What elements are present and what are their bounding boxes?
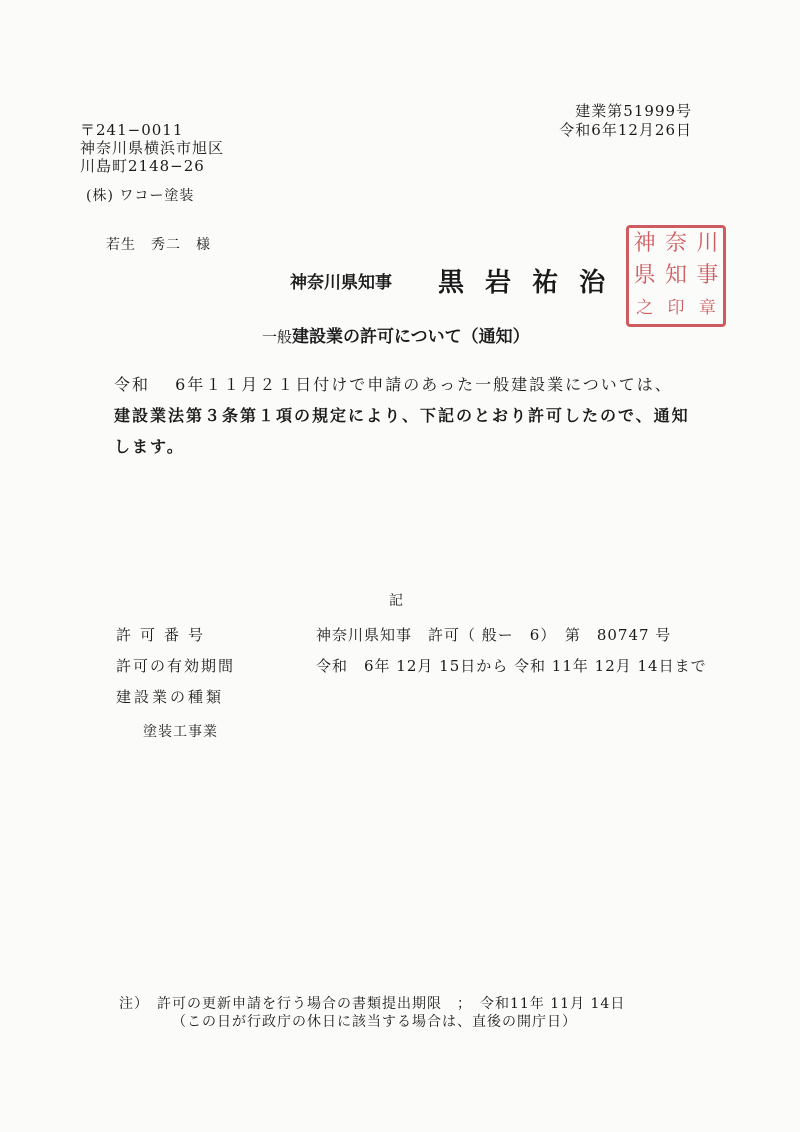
document-date: 令和6年12月26日 bbox=[559, 121, 692, 139]
business-type-label: 建設業の種類 bbox=[116, 688, 225, 706]
subject-line bbox=[262, 322, 530, 347]
business-type-value: 塗装工事業 bbox=[143, 724, 218, 740]
seal-glyph: 県 bbox=[633, 263, 656, 288]
permit-number-label: 許可番号 bbox=[116, 626, 213, 644]
issuer-name: 黒 岩 祐 治 bbox=[438, 268, 612, 298]
seal-glyph: 之 bbox=[636, 297, 654, 318]
seal-glyph: 川 bbox=[696, 231, 719, 256]
recipient-person: 若生 秀二 様 bbox=[106, 237, 211, 253]
postal-code: 〒241−0011 bbox=[80, 121, 184, 139]
recipient-company: (株) ワコー塗装 bbox=[86, 188, 195, 204]
validity-value: 令和 6年 12月 15日から 令和 11年 12月 14日まで bbox=[316, 657, 707, 675]
note-line-1: 注） 許可の更新申請を行う場合の書類提出期限 ； 令和11年 11月 14日 bbox=[119, 996, 626, 1012]
recipient-address-line-2: 川島町2148−26 bbox=[80, 157, 205, 175]
seal-glyph: 知 bbox=[664, 263, 687, 288]
ki-heading: 記 bbox=[389, 593, 403, 609]
note-line-2: （この日が行政庁の休日に該当する場合は、直後の開庁日） bbox=[172, 1014, 577, 1030]
subject-text: 建設業の許可について（通知） bbox=[292, 327, 530, 347]
permit-number-value: 神奈川県知事 許可（ 般ー 6） 第 80747 号 bbox=[316, 626, 672, 644]
body-line-1: 令和 6年１１月２１日付けで申請のあった一般建設業については、 bbox=[114, 375, 673, 394]
official-seal bbox=[626, 225, 726, 327]
issuer-title: 神奈川県知事 bbox=[290, 273, 392, 293]
document-number: 建業第51999号 bbox=[575, 102, 692, 120]
seal-glyph: 事 bbox=[696, 263, 719, 288]
recipient-address-line-1: 神奈川県横浜市旭区 bbox=[80, 139, 225, 157]
seal-glyph: 章 bbox=[698, 297, 716, 318]
body-line-3: します。 bbox=[114, 437, 185, 456]
body-paragraph bbox=[114, 369, 704, 462]
body-line-2: 建設業法第３条第１項の規定により、下記のとおり許可したので、通知 bbox=[114, 406, 690, 425]
subject-prefix: 一般 bbox=[262, 328, 293, 346]
seal-glyph: 神 bbox=[633, 231, 656, 256]
seal-glyph: 印 bbox=[667, 297, 685, 318]
validity-label: 許可の有効期間 bbox=[116, 657, 236, 675]
seal-glyph: 奈 bbox=[664, 231, 687, 256]
